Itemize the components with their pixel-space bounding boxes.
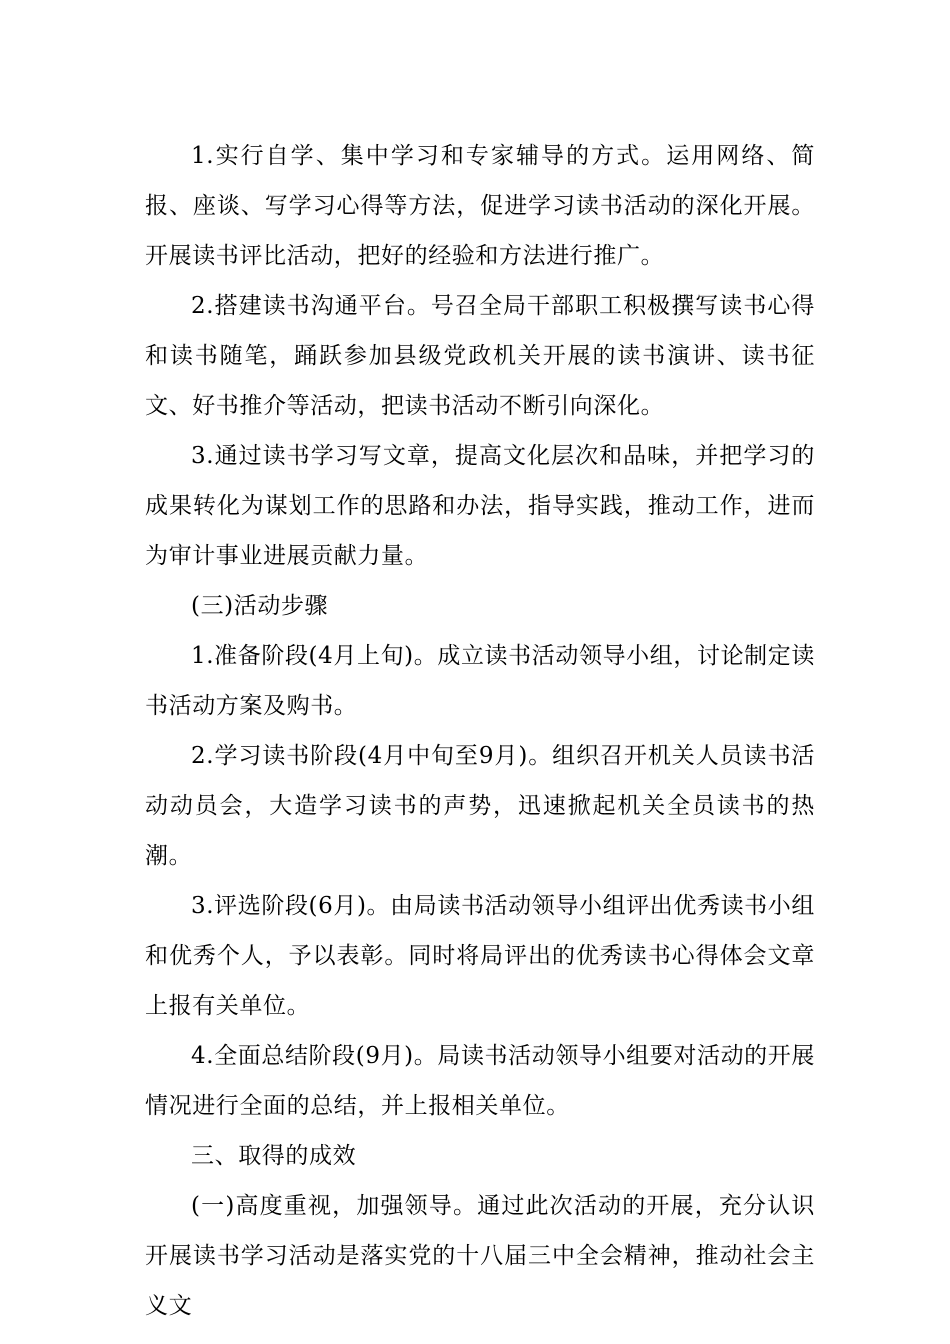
paragraph-method-1: 1.实行自学、集中学习和专家辅导的方式。运用网络、简报、座谈、写学习心得等方法，促进学习读书活动的深化开展。开展读书评比活动，把好的经验和方法进行推广。 xyxy=(145,143,815,269)
document-body xyxy=(145,131,815,1331)
paragraph-step-3: 3.评选阶段(6月)。由局读书活动领导小组评出优秀读书小组和优秀个人，予以表彰。同时将局评出的优秀读书心得体会文章上报有关单位。 xyxy=(145,893,815,1019)
paragraph-method-2: 2.搭建读书沟通平台。号召全局干部职工积极撰写读书心得和读书随笔，踊跃参加县级党政机关开展的读书演讲、读书征文、好书推介等活动，把读书活动不断引向深化。 xyxy=(145,293,815,419)
paragraph-step-2: 2.学习读书阶段(4月中旬至9月)。组织召开机关人员读书活动动员会，大造学习读书的声势，迅速掀起机关全员读书的热潮。 xyxy=(145,743,815,869)
paragraph-step-4: 4.全面总结阶段(9月)。局读书活动领导小组要对活动的开展情况进行全面的总结，并上报相关单位。 xyxy=(145,1043,815,1119)
paragraph-method-3: 3.通过读书学习写文章，提高文化层次和品味，并把学习的成果转化为谋划工作的思路和办法，指导实践，推动工作，进而为审计事业进展贡献力量。 xyxy=(145,443,815,569)
section-heading-results: 三、取得的成效 xyxy=(191,1143,357,1169)
paragraph-result-1: (一)高度重视，加强领导。通过此次活动的开展，充分认识开展读书学习活动是落实党的十八届三中全会精神，推动社会主义文 xyxy=(145,1193,815,1319)
paragraph-step-1: 1.准备阶段(4月上旬)。成立读书活动领导小组，讨论制定读书活动方案及购书。 xyxy=(145,643,815,719)
section-heading-activity-steps: (三)活动步骤 xyxy=(191,593,329,619)
